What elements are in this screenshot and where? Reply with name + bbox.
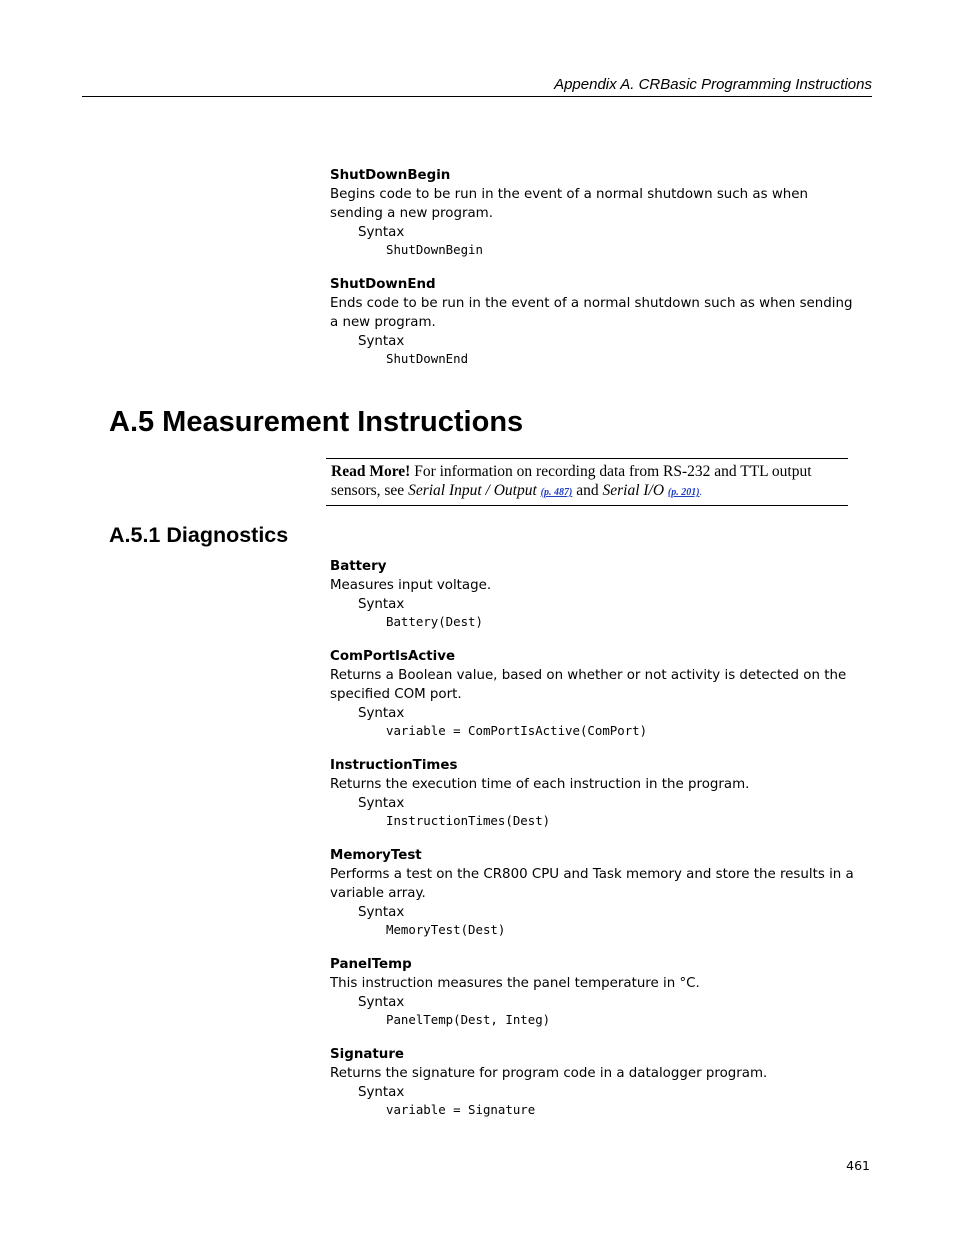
instruction-paneltemp (330, 955, 860, 1028)
instruction-name: MemoryTest (330, 848, 422, 863)
instruction-name: Signature (330, 1047, 405, 1062)
read-more-text-mid: and (572, 482, 603, 499)
syntax-code: Battery(Dest) (386, 614, 483, 629)
read-more-ref-serial-io[interactable]: Serial I/O (602, 482, 665, 499)
syntax-label: Syntax (358, 334, 405, 349)
instruction-description: Ends code to be run in the event of a normal shutdown such as when sending a new program. (330, 296, 853, 330)
instruction-description: This instruction measures the panel temperature in °C. (330, 976, 700, 991)
syntax-code: MemoryTest(Dest) (386, 922, 506, 937)
instruction-description: Returns a Boolean value, based on whether or not activity is detected on the specified COM port. (330, 668, 847, 702)
syntax-label: Syntax (358, 905, 405, 920)
section-heading: A.5 Measurement Instructions (109, 406, 524, 438)
instruction-description: Performs a test on the CR800 CPU and Task memory and store the results in a variable array. (330, 867, 854, 901)
instruction-name: Battery (330, 559, 387, 574)
read-more-page-link-201[interactable]: (p. 201) (667, 487, 700, 498)
top-instructions (330, 166, 860, 384)
syntax-label: Syntax (358, 796, 405, 811)
instruction-name: ComPortIsActive (330, 649, 456, 664)
syntax-code: InstructionTimes(Dest) (386, 813, 551, 828)
read-more-text-end: . (699, 487, 703, 498)
instruction-shutdownend (330, 275, 860, 367)
instruction-description: Measures input voltage. (330, 578, 492, 593)
syntax-code: ShutDownEnd (386, 351, 469, 366)
syntax-code: variable = ComPortIsActive(ComPort) (386, 723, 648, 738)
syntax-label: Syntax (358, 597, 405, 612)
syntax-label: Syntax (358, 995, 405, 1010)
instruction-instructiontimes (330, 756, 860, 829)
instruction-battery (330, 557, 860, 630)
syntax-code: ShutDownBegin (386, 242, 483, 257)
instruction-name: InstructionTimes (330, 758, 458, 773)
syntax-label: Syntax (358, 225, 405, 240)
syntax-label: Syntax (358, 1085, 405, 1100)
instruction-shutdownbegin (330, 166, 860, 258)
syntax-label: Syntax (358, 706, 405, 721)
instruction-description: Returns the signature for program code in a datalogger program. (330, 1066, 768, 1081)
instruction-comportisactive (330, 647, 860, 739)
page-number: 461 (846, 1158, 870, 1173)
read-more-box (326, 458, 848, 506)
read-more-ref-serial-input-output[interactable]: Serial Input / Output (408, 482, 537, 499)
instruction-name: ShutDownBegin (330, 168, 451, 183)
instruction-memorytest (330, 846, 860, 938)
instruction-signature (330, 1045, 860, 1118)
header-rule (82, 96, 872, 97)
instruction-description: Begins code to be run in the event of a normal shutdown such as when sending a new program. (330, 187, 808, 221)
read-more-text: For information on recording data from RS-232 and TTL output sensors, see (331, 463, 812, 499)
running-header: Appendix A. CRBasic Programming Instructions (554, 76, 872, 93)
instruction-name: PanelTemp (330, 957, 412, 972)
subsection-heading: A.5.1 Diagnostics (109, 523, 289, 547)
instruction-description: Returns the execution time of each instruction in the program. (330, 777, 750, 792)
syntax-code: variable = Signature (386, 1102, 536, 1117)
syntax-code: PanelTemp(Dest, Integ) (386, 1012, 551, 1027)
diagnostics-list (330, 557, 860, 1135)
read-more-label: Read More! (331, 463, 411, 480)
instruction-name: ShutDownEnd (330, 277, 436, 292)
read-more-page-link-487[interactable]: (p. 487) (540, 487, 573, 498)
